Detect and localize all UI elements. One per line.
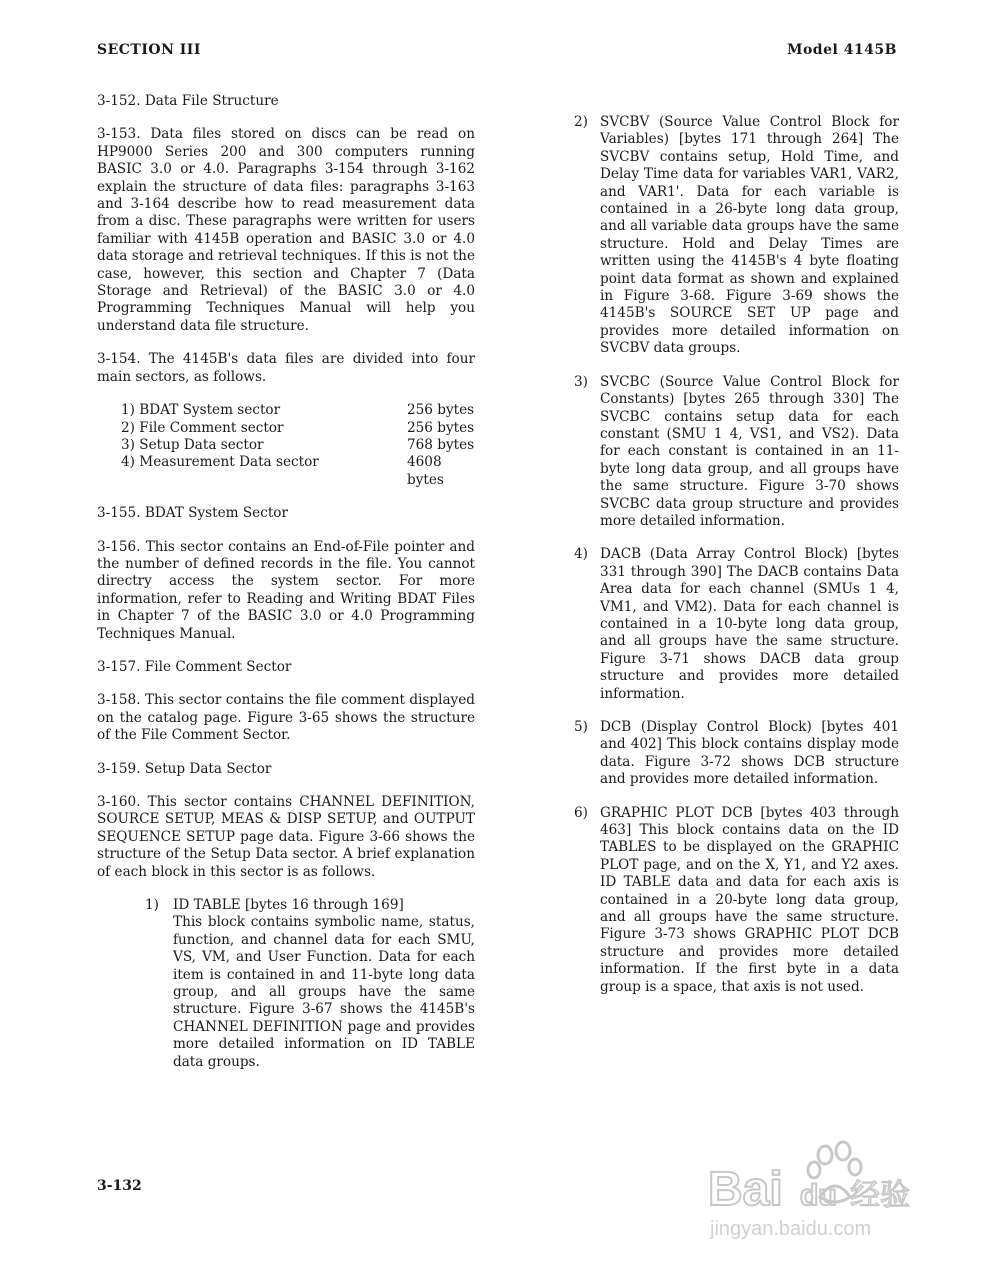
list-item-number: 2) <box>574 114 588 130</box>
paragraph-3-153: 3-153. Data files stored on discs can be read on HP9000 Series 200 and 300 computers running BASIC 3.0 or 4.0. Paragraphs 3-154 through 3-162 explain the structure of data files: paragraphs 3-163 and 3-164 describe how to read measurement data from a disc. These paragraphs were written for users familiar with 4145B operation and BASIC 3.0 or 4.0 data storage and retrieval techniques. If this is not the case, however, this section and Chapter 7 (Data Storage and Retrieval) of the BASIC 3.0 or 4.0 Programming Techniques Manual will help you understand data file structure. <box>97 126 475 334</box>
list-item-title: ID TABLE [bytes 16 through 169] <box>173 897 404 914</box>
sector-table <box>121 402 475 489</box>
sector-size: 768 bytes <box>407 436 475 453</box>
list-item-text: GRAPHIC PLOT DCB [bytes 403 through 463] This block contains data on the ID TABLES to be displayed on the GRAPHIC PLOT page, and on the X, Y1, and Y2 axes. ID TABLE data and data for each axis is contained in a 20-byte long data group, and all groups have the same structure. Figure 3-73 shows GRAPHIC PLOT DCB structure and provides more detailed information. If the first byte in a data group is a space, that axis is not used. <box>600 804 899 995</box>
svg-text:Bai: Bai <box>708 1163 783 1216</box>
list-item-number: 6) <box>574 804 588 821</box>
list-item-number: 1) <box>145 897 159 914</box>
list-item-svcbv <box>574 114 899 358</box>
sector-size: 256 bytes <box>407 402 475 419</box>
list-item-number: 3) <box>574 373 588 390</box>
list-item-svcbc <box>574 374 899 531</box>
section-header: SECTION III <box>97 42 201 58</box>
list-item-text: DCB (Display Control Block) [bytes 401 and 402] This block contains display mode data. Figure 3-72 shows DCB structure and provides more detailed information. <box>600 719 899 788</box>
right-column <box>574 114 899 1012</box>
sector-name: 2) File Comment sector <box>121 419 284 436</box>
list-item-text: SVCBV (Source Value Control Block for Variables) [bytes 171 through 264] The SVCBV contains setup, Hold Time, and Delay Time data for variables VAR1, VAR2, and VAR1'. Data for each variable is contained in a 26-byte long data group, and all variable data groups have the same structure. Hold and Delay Times are written using the 4145B's 4 byte floating point data format as shown and explained in Figure 3-68. Figure 3-69 shows the 4145B's SOURCE SET UP page and provides more detailed information on SVCBV data groups. <box>600 114 899 357</box>
list-item-body <box>173 897 475 1071</box>
list-item-dcb <box>574 719 899 789</box>
paragraph-3-156: 3-156. This sector contains an End-of-File pointer and the number of defined records in the file. You cannot directry access the system sector. For more information, refer to Reading and Writing BDAT Files in Chapter 7 of the BASIC 3.0 or 4.0 Programming Techniques Manual. <box>97 538 475 642</box>
paragraph-3-160: 3-160. This sector contains CHANNEL DEFINITION, SOURCE SETUP, MEAS & DISP SETUP, and OUTPUT SEQUENCE SETUP page data. Figure 3-66 shows the structure of the Setup Data sector. A brief explanation of each block in this sector is as follows. <box>97 794 475 880</box>
sector-size: 4608 bytes <box>407 454 444 488</box>
left-column <box>97 93 475 1071</box>
model-header: Model 4145B <box>786 42 897 58</box>
svg-text:经验: 经验 <box>850 1178 910 1213</box>
heading-3-157: 3-157. File Comment Sector <box>97 658 292 675</box>
heading-3-155: 3-155. BDAT System Sector <box>97 505 288 522</box>
sector-row <box>121 437 475 454</box>
paragraph-3-158: 3-158. This sector contains the file comment displayed on the catalog page. Figure 3-65 shows the structure of the File Comment Sector. <box>97 692 475 744</box>
heading-3-159: 3-159. Setup Data Sector <box>97 760 272 777</box>
baidu-watermark-logo <box>700 1137 920 1267</box>
list-item-text: DACB (Data Array Control Block) [bytes 331 through 390] The DACB contains Data Area data for each channel (SMUs 1 4, VM1, and VM2). Data for each channel is contained in a 10-byte long data group, and all groups have the same structure. Figure 3-71 shows DACB data group structure and provides more detailed information. <box>600 546 899 702</box>
heading-3-152: 3-152. Data File Structure <box>97 93 279 109</box>
sector-row <box>121 402 475 419</box>
list-item-id-table <box>145 897 475 1071</box>
list-item-text: SVCBC (Source Value Control Block for Constants) [bytes 265 through 330] The SVCBC contains setup data for each constant (SMU 1 4, VS1, and VS2). Data for each constant is contained in an 11-byte long data group, and all groups have the same structure. Figure 3-70 shows SVCBC data group structure and provides more detailed information. <box>600 373 899 529</box>
sector-name: 4) Measurement Data sector <box>121 454 319 471</box>
sector-name: 1) BDAT System sector <box>121 402 281 419</box>
list-item-graphic-plot-dcb <box>574 805 899 996</box>
sector-row <box>121 454 475 489</box>
list-item-number: 4) <box>574 546 588 563</box>
svg-text:du: du <box>800 1179 837 1212</box>
list-item-dacb <box>574 546 899 703</box>
sector-name: 3) Setup Data sector <box>121 436 264 453</box>
sector-row <box>121 420 475 437</box>
page-number: 3-132 <box>97 1178 142 1194</box>
paragraph-3-154: 3-154. The 4145B's data files are divided into four main sectors, as follows. <box>97 351 475 385</box>
list-item-number: 5) <box>574 719 588 735</box>
list-item-text: This block contains symbolic name, status, function, and channel data for each SMU, VS, VM, and User Function. Data for each item is contained in and 11-byte long data group, and all groups have the same structure. Figure 3-67 shows the 4145B's CHANNEL DEFINITION page and provides more detailed information on ID TABLE data groups. <box>173 914 475 1070</box>
sector-size: 256 bytes <box>407 419 475 436</box>
watermark-url: jingyan.baidu.com <box>710 1218 872 1240</box>
